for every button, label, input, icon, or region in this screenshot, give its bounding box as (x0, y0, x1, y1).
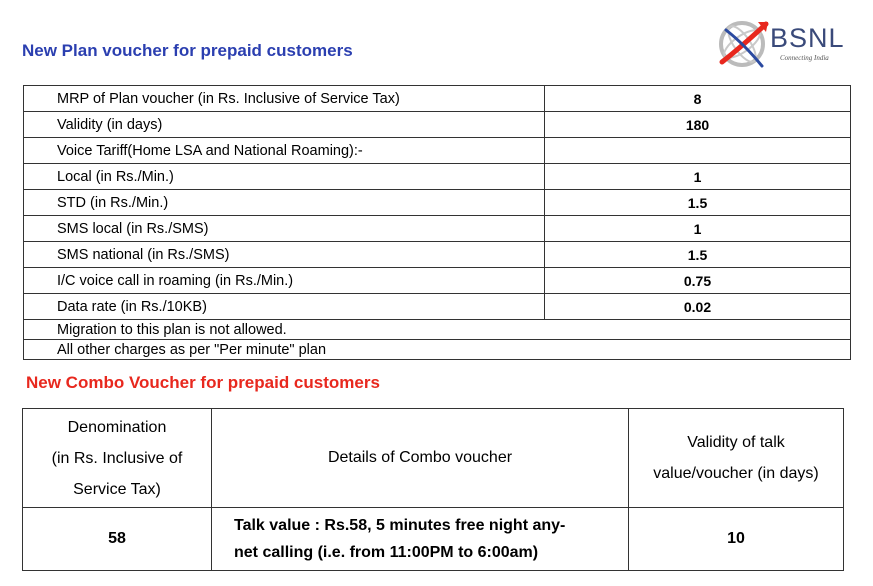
table-row (24, 164, 851, 190)
plan-note: All other charges as per "Per minute" plan (24, 340, 851, 360)
validity-header-line: Validity of talk (687, 434, 785, 451)
plan-voucher-table (23, 85, 851, 360)
validity-header (629, 409, 844, 508)
denomination-header (23, 409, 212, 508)
combo-header-row (23, 409, 844, 508)
table-row (24, 86, 851, 112)
plan-note-row (24, 340, 851, 360)
details-header: Details of Combo voucher (212, 409, 629, 508)
plan-row-value: 1 (545, 164, 851, 190)
combo-details-line: Talk value : Rs.58, 5 minutes free night any- (234, 517, 566, 534)
table-row (24, 112, 851, 138)
validity-header-line: value/voucher (in days) (653, 465, 819, 482)
logo-name: BSNL (770, 23, 845, 53)
combo-voucher-title: New Combo Voucher for prepaid customers (26, 373, 380, 392)
validity-value: 10 (629, 508, 844, 571)
denomination-header-line: (in Rs. Inclusive of (51, 449, 183, 467)
combo-details-line: net calling (i.e. from 11:00PM to 6:00am) (234, 544, 539, 561)
plan-row-value (545, 138, 851, 164)
plan-note: Migration to this plan is not allowed. (24, 320, 851, 340)
plan-note-row (24, 320, 851, 340)
plan-row-value: 1 (545, 216, 851, 242)
plan-row-label: SMS national (in Rs./SMS) (24, 242, 545, 268)
table-row (24, 268, 851, 294)
plan-row-value: 1.5 (545, 190, 851, 216)
plan-row-value: 1.5 (545, 242, 851, 268)
table-row (24, 138, 851, 164)
plan-row-label: MRP of Plan voucher (in Rs. Inclusive of Service Tax) (24, 86, 545, 112)
table-row (24, 242, 851, 268)
plan-row-value: 180 (545, 112, 851, 138)
plan-row-value: 8 (545, 86, 851, 112)
table-row (24, 190, 851, 216)
combo-details (212, 508, 629, 571)
plan-row-label: Validity (in days) (24, 112, 545, 138)
plan-voucher-title: New Plan voucher for prepaid customers (22, 41, 353, 60)
table-row (24, 216, 851, 242)
plan-row-label: STD (in Rs./Min.) (24, 190, 545, 216)
denomination-value: 58 (23, 508, 212, 571)
table-row (23, 508, 844, 571)
logo-tagline: Connecting India (780, 54, 829, 62)
plan-row-value: 0.02 (545, 294, 851, 320)
combo-voucher-table (22, 408, 844, 571)
table-row (24, 294, 851, 320)
plan-row-label: SMS local (in Rs./SMS) (24, 216, 545, 242)
plan-row-label: Local (in Rs./Min.) (24, 164, 545, 190)
plan-row-label: Data rate (in Rs./10KB) (24, 294, 545, 320)
plan-row-label: I/C voice call in roaming (in Rs./Min.) (24, 268, 545, 294)
plan-row-value: 0.75 (545, 268, 851, 294)
plan-row-label: Voice Tariff(Home LSA and National Roaming):- (24, 138, 545, 164)
denomination-header-line: Denomination (67, 418, 167, 436)
denomination-header-line: Service Tax) (73, 480, 161, 498)
